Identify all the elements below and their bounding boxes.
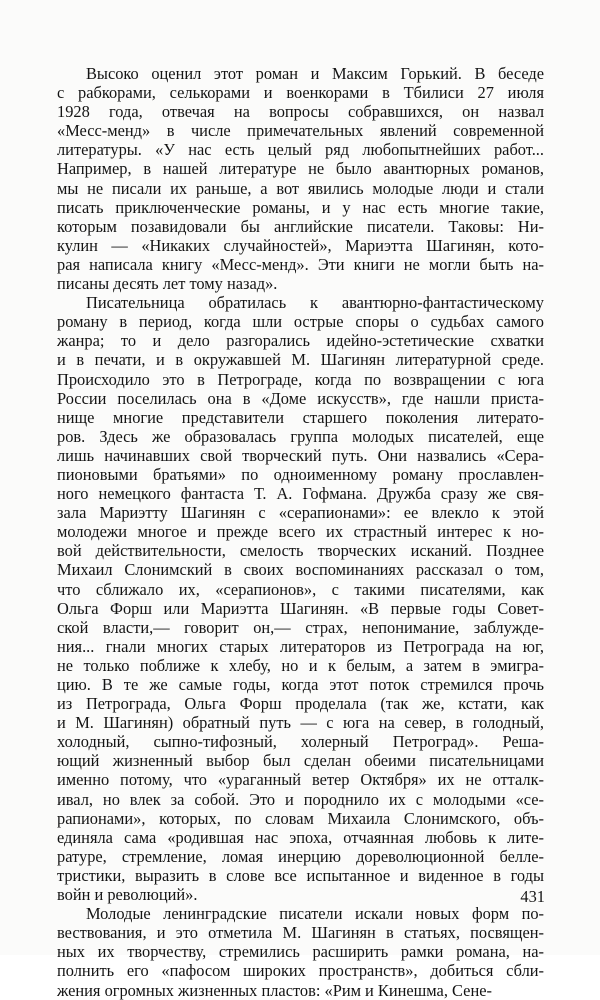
text-line: ров. Здесь же образовалась группа молодых писателей, еще (57, 426, 544, 446)
text-line: холодный, сыпно-тифозный, холерный Петроград». Реша- (57, 732, 544, 752)
text-line: ния... гнали многих старых литераторов из Петрограда на юг, (57, 636, 544, 656)
text-line: Происходило это в Петрограде, когда по возвращении с юга (57, 369, 544, 389)
text-line: мы не писали их раньше, а вот явились молодые люди и стали (57, 178, 544, 198)
text-line: ратуре, стремление, ломая инерцию дореволюционной белле- (57, 846, 544, 866)
text-line: жения огромных жизненных пластов: «Рим и Кинешма, Сене- (57, 980, 492, 1000)
paragraph (57, 904, 544, 999)
text-line: ивал, но влек за собой. Это и породнило их с молодыми «се- (57, 789, 544, 809)
text-line: с рабкорами, селькорами и военкорами в Тбилиси 27 июля (57, 83, 544, 103)
text-line: Высоко оценил этот роман и Максим Горький. В беседе (86, 64, 544, 83)
text-line: кулин — «Никаких случайностей», Мариэтта Шагинян, кото- (57, 235, 544, 255)
page-number: 431 (520, 887, 545, 906)
text-line: писаны десять лет тому назад». (57, 274, 278, 294)
text-line: молодежи многое и прежде всего их страстный интерес к но- (57, 522, 544, 542)
text-line: писать приключенческие романы, и у нас есть многие такие, (57, 197, 544, 217)
text-line: из Петрограда, Ольга Форш проделала (так же, кстати, как (57, 694, 544, 714)
text-line: именно потому, что «ураганный ветер Октября» их не отталк- (57, 770, 544, 790)
text-line: тристики, выразить в слове все испытанное и виденное в годы (57, 865, 544, 885)
text-line: вествования, и это отметила М. Шагинян в статьях, посвящен- (57, 923, 544, 943)
text-line: Ольга Форш или Мариэтта Шагинян. «В первые годы Совет- (57, 598, 544, 618)
text-line: Молодые ленинградские писатели искали новых форм по- (86, 904, 544, 924)
text-line: жанра; то и дело разгорались идейно-эстетические схватки (57, 331, 544, 351)
text-line: что сближало их, «серапионов», с такими писателями, как (57, 579, 544, 599)
text-line: рапионами», которых, по словам Михаила Слонимского, объ- (57, 808, 544, 828)
text-line: войн и революций». (57, 885, 198, 905)
text-line: ской власти,— говорит он,— страх, непонимание, заблужде- (57, 617, 544, 637)
text-line: ющий жизненный выбор был сделан обеими писательницами (57, 751, 544, 771)
paragraph (57, 293, 544, 904)
text-line: Писательница обратилась к авантюрно-фантастическому (86, 293, 544, 313)
text-line: ных их творчеству, стремились расширить рамки романа, на- (57, 942, 544, 962)
text-line: и М. Шагинян) обратный путь — с юга на север, в голодный, (57, 713, 544, 733)
text-line: роману в период, когда шли острые споры о судьбах самого (57, 312, 544, 332)
text-line: и в печати, и в окружавшей М. Шагинян литературной среде. (57, 350, 544, 370)
text-line: полнить его «пафосом широких пространств», добиться сбли- (57, 961, 544, 981)
text-line: ного немецкого фантаста Т. А. Гофмана. Дружба сразу же свя- (57, 484, 544, 504)
text-line: не только поближе к хлебу, но и к белым, а затем в эмигра- (57, 655, 544, 675)
text-line: нище многие представители старшего поколения литерато- (57, 407, 544, 427)
body-text (57, 64, 544, 1000)
text-line: рая написала книгу «Месс-менд». Эти книги не могли быть на- (57, 254, 544, 274)
paragraph (57, 64, 544, 293)
text-line: России поселилась она в «Доме искусств», где нашли приста- (57, 388, 544, 408)
text-line: 1928 года, отвечая на вопросы собравшихся, он назвал (57, 102, 544, 122)
text-line: пионовыми братьями» по одноименному роману прославлен- (57, 464, 544, 484)
text-line: цию. В те же самые годы, когда этот поток стремился прочь (57, 675, 544, 694)
text-line: «Месс-менд» в числе примечательных явлений современной (57, 121, 544, 141)
text-line: зала Мариэтту Шагинян с «серапионами»: ее влекло к этой (57, 503, 544, 523)
text-line: единяла сама «родившая нас эпоха, отчаянная любовь к лите- (57, 827, 544, 847)
text-line: литературы. «У нас есть целый ряд любопытнейших работ... (57, 140, 544, 160)
text-line: Например, в нашей литературе не было авантюрных романов, (57, 159, 544, 179)
text-line: которым позавидовали бы английские писатели. Таковы: Ни- (57, 216, 544, 236)
text-line: вой действительности, смелость творческих исканий. Позднее (57, 541, 544, 561)
text-line: лишь начинавших свой творческий путь. Они назвались «Сера- (57, 445, 544, 465)
text-line: Михаил Слонимский в своих воспоминаниях рассказал о том, (57, 560, 544, 580)
